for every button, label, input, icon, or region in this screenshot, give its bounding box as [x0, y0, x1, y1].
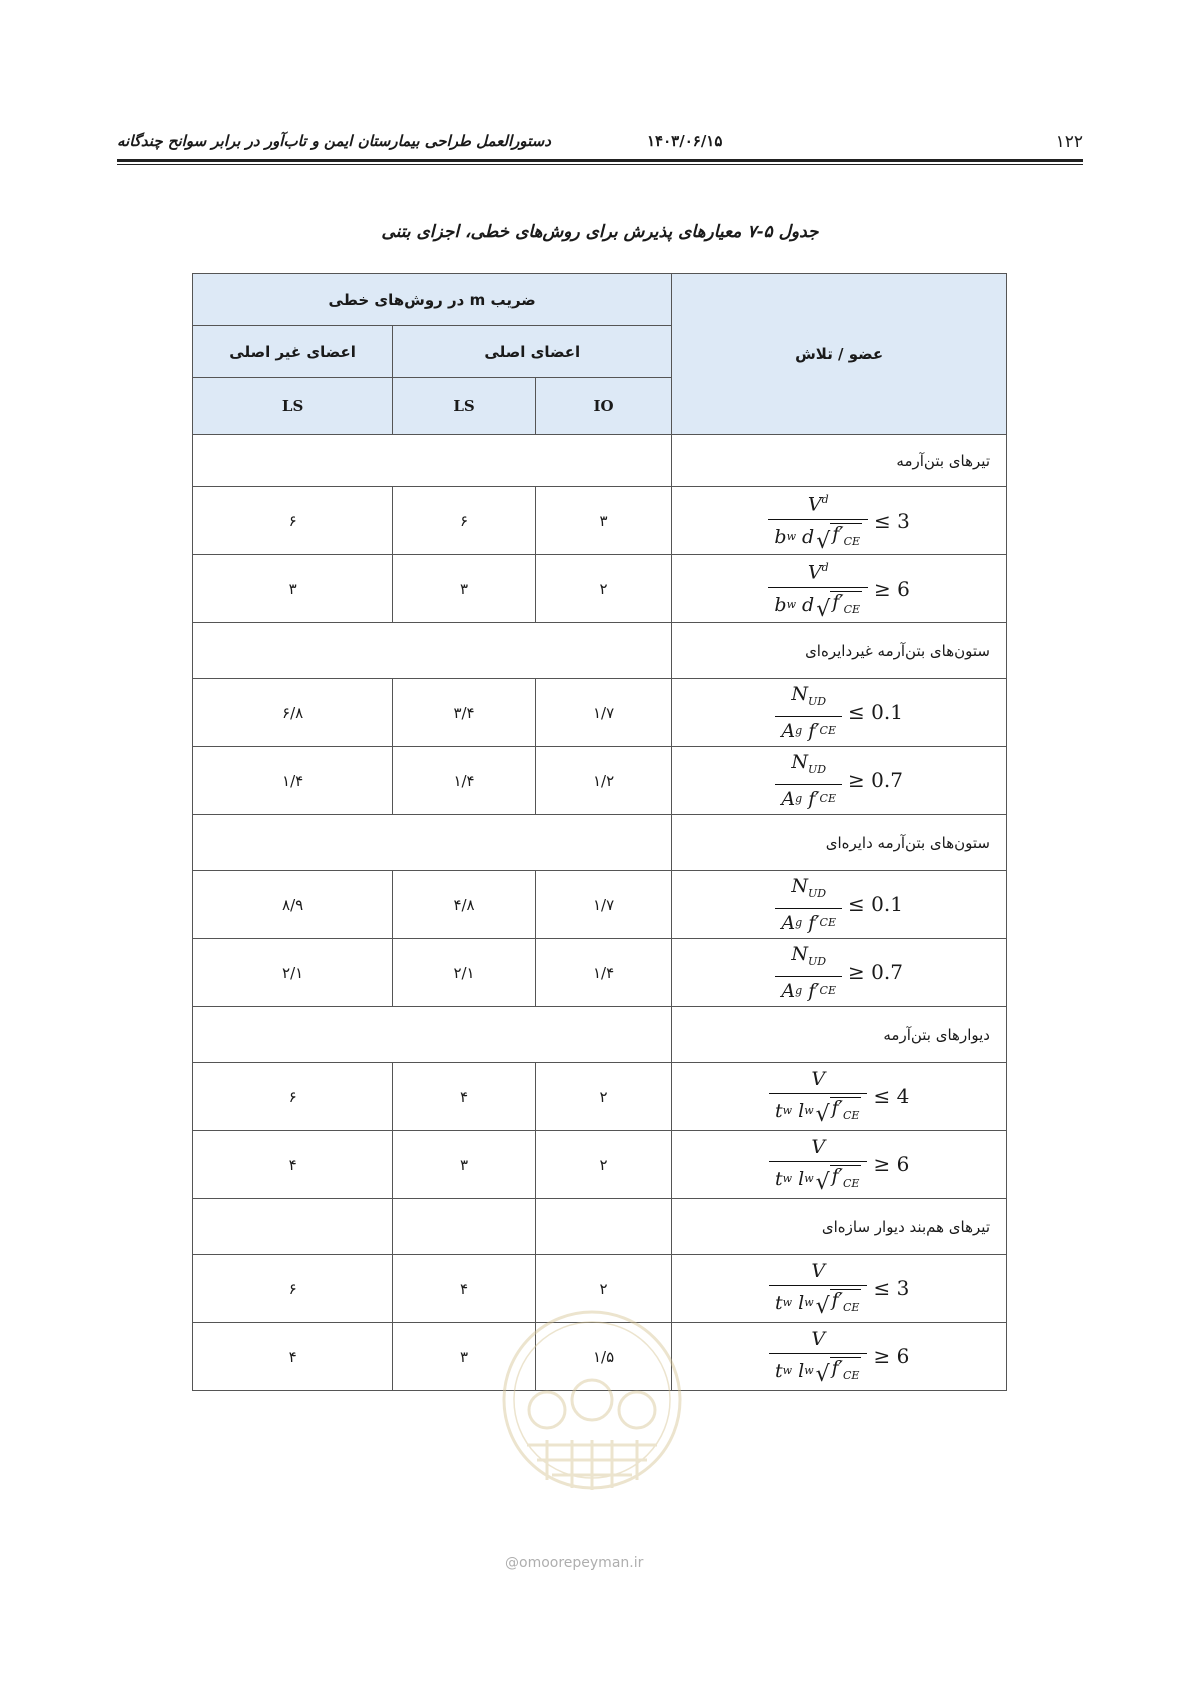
empty-cell: [193, 815, 672, 871]
formula-relation: ≥ 6: [874, 576, 910, 601]
formula: [775, 683, 903, 742]
header-ls-secondary: LS: [193, 378, 393, 435]
formula: [769, 1328, 909, 1386]
header-date: ۱۴۰۳/۰۶/۱۵: [647, 132, 723, 150]
formula-relation: ≤ 3: [873, 1276, 910, 1301]
section-title: دیوارهای بتن‌آرمه: [672, 1007, 1007, 1063]
value-io: ۱/۵: [535, 1323, 672, 1391]
formula-denominator: t w l w √ $f'_{CE}$: [769, 1285, 867, 1318]
formula-numerator: $V^d$: [807, 493, 829, 516]
table-caption: جدول ۵-۷ معیارهای پذیرش برای روش‌های خطی، اجزای بتنی: [381, 222, 819, 242]
formula-numerator: $V^d$: [807, 561, 829, 584]
section-row-noncircular-columns: [193, 623, 1007, 679]
criteria-row: [193, 747, 1007, 815]
value-io: ۱/۷: [535, 679, 672, 747]
value-ls-primary: ۳: [393, 1323, 536, 1391]
criteria-row: [193, 1063, 1007, 1131]
value-ls-secondary: ۴: [193, 1323, 393, 1391]
header-member-action: عضو / تلاش: [672, 274, 1007, 435]
formula-numerator: V: [811, 1135, 826, 1158]
formula-relation: ≤ 4: [873, 1084, 910, 1109]
criterion-formula: [672, 747, 1007, 815]
formula: [769, 1260, 909, 1318]
section-title: تیرهای بتن‌آرمه: [672, 435, 1007, 487]
criterion-formula: [672, 1255, 1007, 1323]
value-ls-secondary: ۴: [193, 1131, 393, 1199]
header-secondary-members: اعضای غیر اصلی: [193, 326, 393, 378]
criterion-formula: [672, 679, 1007, 747]
formula-denominator: A g f′ CE: [775, 976, 842, 1002]
header-primary-members: اعضای اصلی: [393, 326, 672, 378]
empty-cell: [193, 1199, 393, 1255]
formula: [768, 489, 910, 554]
value-ls-secondary: ۶/۸: [193, 679, 393, 747]
value-io: ۲: [535, 555, 672, 623]
header-document-title: دستورالعمل طراحی بیمارستان ایمن و تاب‌آور در برابر سوانح چندگانه: [117, 132, 551, 150]
criteria-row: [193, 487, 1007, 555]
criterion-formula: [672, 939, 1007, 1007]
formula-denominator: t w l w √ $f'_{CE}$: [769, 1161, 867, 1194]
formula-denominator: A g f′ CE: [775, 908, 842, 934]
formula-numerator: V: [811, 1327, 826, 1350]
criteria-row: [193, 939, 1007, 1007]
page-number: ۱۲۲: [1055, 132, 1083, 152]
formula-denominator: t w l w √ $f'_{CE}$: [769, 1093, 867, 1126]
formula: [769, 1068, 909, 1126]
value-ls-secondary: ۶: [193, 1255, 393, 1323]
acceptance-criteria-table: [192, 273, 1007, 1391]
formula-relation: ≤ 3: [874, 508, 910, 533]
formula-numerator: $N_{UD}$: [791, 875, 827, 900]
header-rule-thin: [117, 164, 1083, 165]
section-row-circular-columns: [193, 815, 1007, 871]
formula-relation: ≥ 0.7: [848, 768, 903, 793]
value-ls-primary: ۴/۸: [393, 871, 536, 939]
formula-relation: ≥ 6: [873, 1344, 910, 1369]
value-ls-primary: ۴: [393, 1063, 536, 1131]
value-ls-secondary: ۶: [193, 487, 393, 555]
formula-numerator: V: [811, 1067, 826, 1090]
formula-denominator: A g f′ CE: [775, 784, 842, 810]
formula: [775, 943, 903, 1002]
criteria-row: [193, 555, 1007, 623]
formula-denominator: b w d √ $f'_{CE}$: [768, 587, 868, 620]
value-ls-primary: ۲/۱: [393, 939, 536, 1007]
criteria-row: [193, 679, 1007, 747]
empty-cell: [193, 623, 672, 679]
header-io: IO: [535, 378, 672, 435]
value-ls-primary: ۳: [393, 1131, 536, 1199]
section-row-beams: [193, 435, 1007, 487]
value-ls-primary: ۶: [393, 487, 536, 555]
watermark-logo: [487, 1250, 697, 1530]
value-io: ۳: [535, 487, 672, 555]
value-ls-secondary: ۶: [193, 1063, 393, 1131]
section-row-coupling-beams: [193, 1199, 1007, 1255]
value-io: ۲: [535, 1063, 672, 1131]
empty-cell: [535, 1199, 672, 1255]
watermark-url: @omoorepeyman.ir: [505, 1555, 644, 1571]
empty-cell: [393, 1199, 536, 1255]
formula-numerator: V: [811, 1259, 826, 1282]
value-ls-secondary: ۳: [193, 555, 393, 623]
formula-denominator: t w l w √ $f'_{CE}$: [769, 1353, 867, 1386]
section-row-walls: [193, 1007, 1007, 1063]
formula-relation: ≥ 6: [873, 1152, 910, 1177]
formula: [775, 751, 903, 810]
section-title: تیرهای هم‌بند دیوار سازه‌ای: [672, 1199, 1007, 1255]
value-io: ۱/۲: [535, 747, 672, 815]
formula: [775, 875, 903, 934]
formula: [769, 1136, 909, 1194]
criterion-formula: [672, 1131, 1007, 1199]
value-ls-secondary: ۱/۴: [193, 747, 393, 815]
section-title: ستون‌های بتن‌آرمه غیردایره‌ای: [672, 623, 1007, 679]
header-rule-thick: [117, 159, 1083, 162]
criteria-row: [193, 1131, 1007, 1199]
header-ls-primary: LS: [393, 378, 536, 435]
value-io: ۲: [535, 1131, 672, 1199]
empty-cell: [193, 1007, 672, 1063]
value-ls-primary: ۴: [393, 1255, 536, 1323]
formula-relation: ≤ 0.1: [848, 700, 903, 725]
criterion-formula: [672, 487, 1007, 555]
formula-denominator: A g f′ CE: [775, 716, 842, 742]
criterion-formula: [672, 871, 1007, 939]
value-ls-secondary: ۲/۱: [193, 939, 393, 1007]
value-io: ۲: [535, 1255, 672, 1323]
criterion-formula: [672, 1323, 1007, 1391]
header-m-factor: ضریب m در روش‌های خطی: [193, 274, 672, 326]
value-ls-primary: ۳/۴: [393, 679, 536, 747]
value-ls-primary: ۳: [393, 555, 536, 623]
section-title: ستون‌های بتن‌آرمه دایره‌ای: [672, 815, 1007, 871]
formula-numerator: $N_{UD}$: [791, 943, 827, 968]
criteria-row: [193, 871, 1007, 939]
formula-denominator: b w d √ $f'_{CE}$: [768, 519, 868, 552]
value-ls-secondary: ۸/۹: [193, 871, 393, 939]
formula-relation: ≥ 0.7: [848, 960, 903, 985]
value-io: ۱/۷: [535, 871, 672, 939]
value-ls-primary: ۱/۴: [393, 747, 536, 815]
value-io: ۱/۴: [535, 939, 672, 1007]
formula-numerator: $N_{UD}$: [791, 751, 827, 776]
page-header: [117, 132, 1083, 160]
formula-relation: ≤ 0.1: [848, 892, 903, 917]
formula: [768, 557, 910, 622]
criterion-formula: [672, 1063, 1007, 1131]
formula-numerator: $N_{UD}$: [791, 683, 827, 708]
empty-cell: [193, 435, 672, 487]
criterion-formula: [672, 555, 1007, 623]
